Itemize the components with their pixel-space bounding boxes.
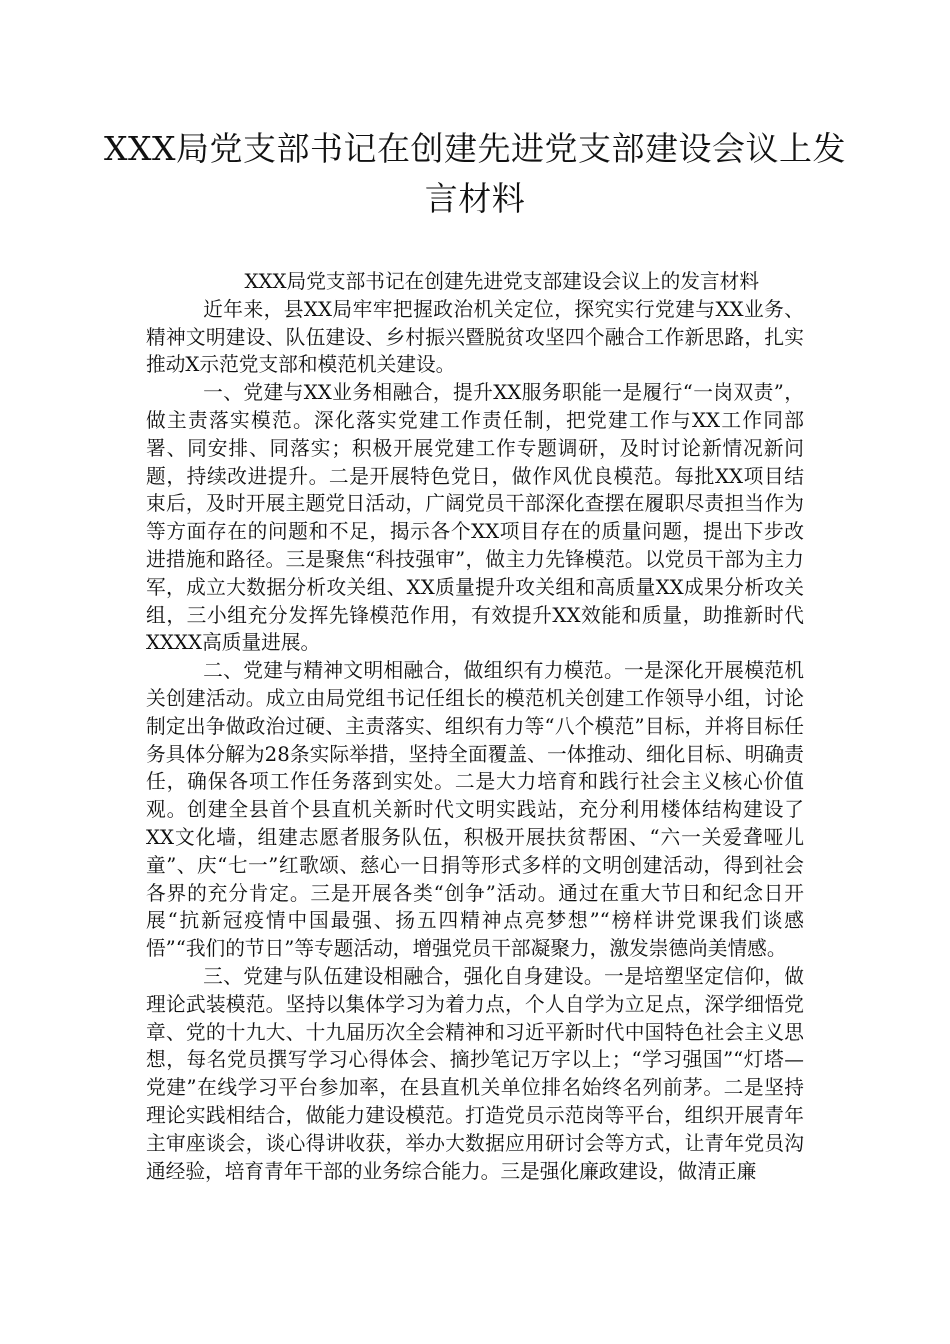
document-title: XXX局党支部书记在创建先进党支部建设会议上发言材料 (104, 129, 846, 218)
lead-paragraph: XXX局党支部书记在创建先进党支部建设会议上的发言材料 (244, 270, 760, 293)
document-body (146, 268, 804, 1185)
section-one-paragraph: 一、党建与XX业务相融合，提升XX服务职能一是履行“一岗双责”，做主责落实模范。深化落实党建工作责任制，把党建工作与XX工作同部署、同安排、同落实；积极开展党建工作专题调研，及时讨论新情况新问题，持续改进提升。二是开展特色党日，做作风优良模范。每批XX项目结束后，及时开展主题党日活动，广阔党员干部深化查摆在履职尽责担当作为等方面存在的问题和不足，揭示各个XX项目存在的质量问题，提出下步改进措施和路径。三是聚焦“科技强审”，做主力先锋模范。以党员干部为主力军，成立大数据分析攻关组、XX质量提升攻关组和高质量XX成果分析攻关组，三小组充分发挥先锋模范作用，有效提升XX效能和质量，助推新时代XXXX高质量进展。 (146, 381, 804, 655)
section-three-paragraph: 三、党建与队伍建设相融合，强化自身建设。一是培塑坚定信仰，做理论武装模范。坚持以集体学习为着力点，个人自学为立足点，深学细悟党章、党的十九大、十九届历次全会精神和习近平新时代中国特色社会主义思想，每名党员撰写学习心得体会、摘抄笔记万字以上；“学习强国”“灯塔—党建”在线学习平台参加率，在县直机关单位排名始终名列前茅。二是坚持理论实践相结合，做能力建设模范。打造党员示范岗等平台，组织开展青年主审座谈会，谈心得讲收获，举办大数据应用研讨会等方式，让青年党员沟通经验，培育青年干部的业务综合能力。三是强化廉政建设，做清正廉 (146, 964, 804, 1183)
section-two-paragraph: 二、党建与精神文明相融合，做组织有力模范。一是深化开展模范机关创建活动。成立由局党组书记任组长的模范机关创建工作领导小组，讨论制定出争做政治过硬、主责落实、组织有力等“八个模范”目标，并将目标任务具体分解为28条实际举措，坚持全面覆盖、一体推动、细化目标、明确责任，确保各项工作任务落到实处。二是大力培育和践行社会主义核心价值观。创建全县首个县直机关新时代文明实践站，充分利用楼体结构建设了XX文化墙，组建志愿者服务队伍，积极开展扶贫帮困、“六一关爱聋哑儿童”、庆“七一”红歌颂、慈心一日捐等形式多样的文明创建活动，得到社会各界的充分肯定。三是开展各类“创争”活动。通过在重大节日和纪念日开展“抗新冠疫情中国最强、扬五四精神点亮梦想”“榜样讲党课我们谈感悟”“我们的节日”等专题活动，增强党员干部凝聚力，激发崇德尚美情感。 (146, 659, 804, 961)
intro-paragraph: 近年来，县XX局牢牢把握政治机关定位，探究实行党建与XX业务、精神文明建设、队伍建设、乡村振兴暨脱贫攻坚四个融合工作新思路，扎实推动X示范党支部和模范机关建设。 (146, 297, 804, 377)
